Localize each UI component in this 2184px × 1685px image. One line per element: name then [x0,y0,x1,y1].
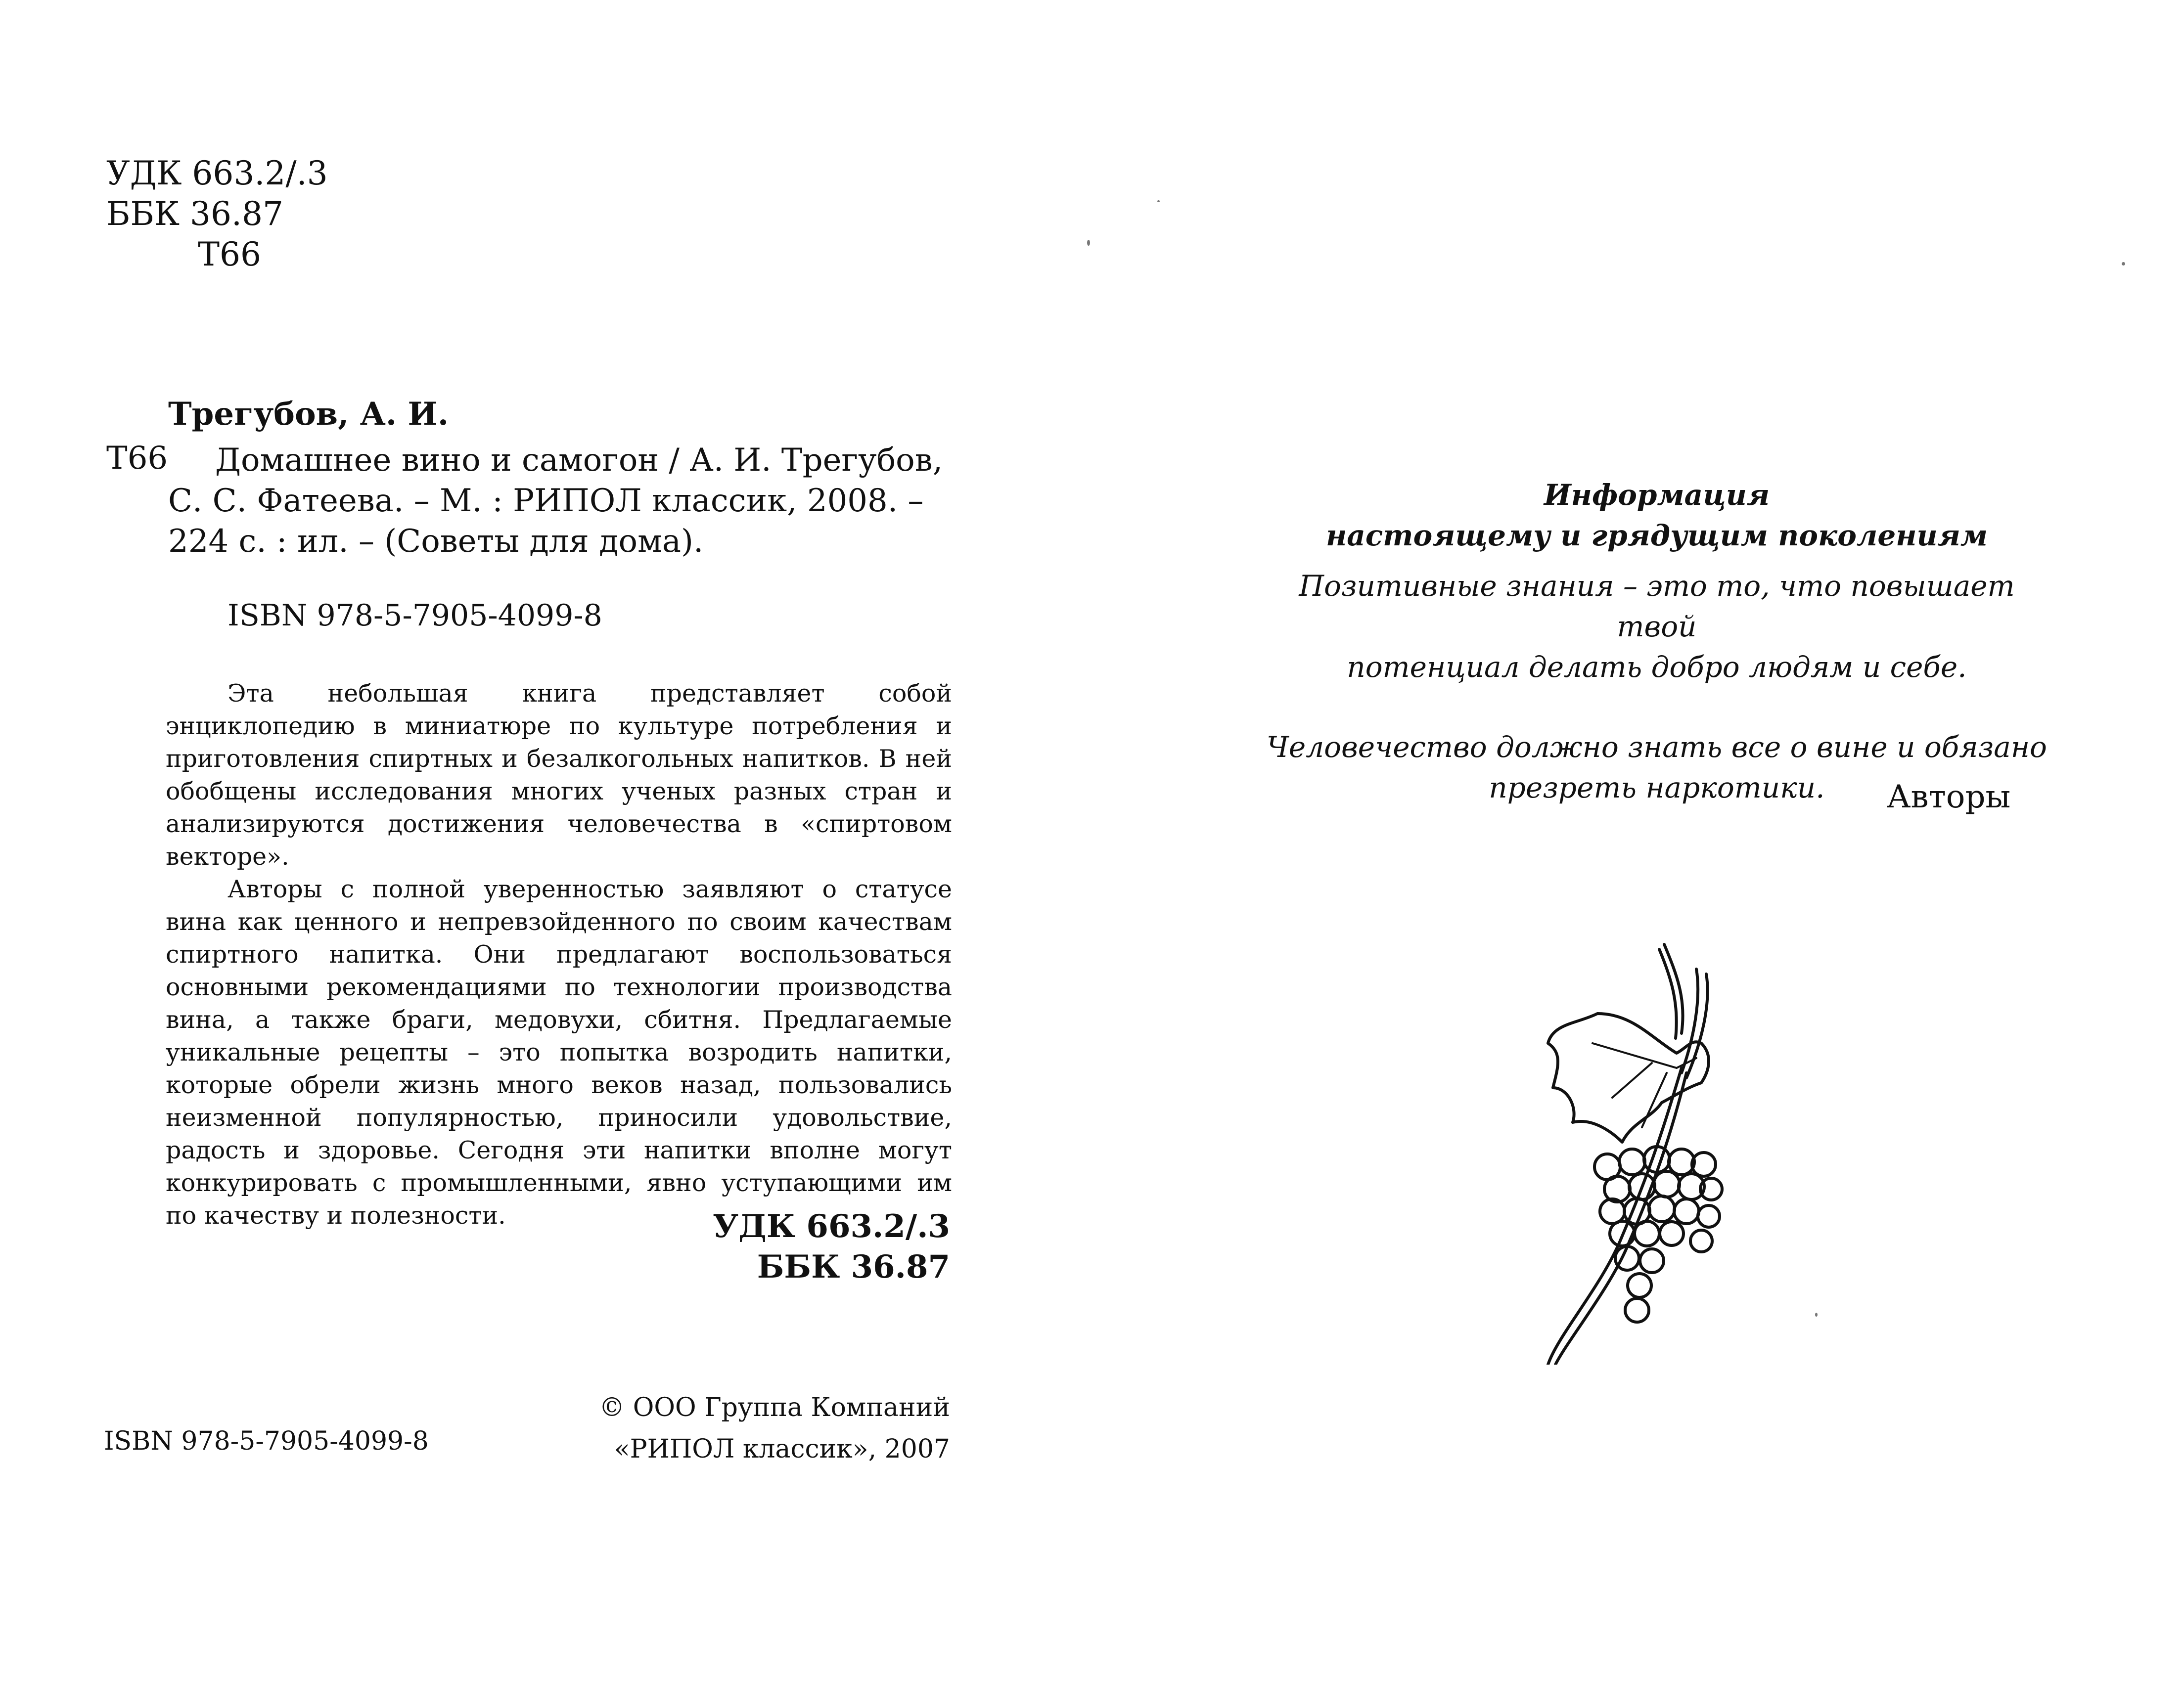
quote-2-line-2: презреть наркотики. [1489,771,1825,804]
udk-bottom-code: УДК 663.2/.3 [713,1208,950,1245]
scan-speck [1087,240,1090,246]
info-title-2: настоящему и грядущим поколениям [1325,519,1988,552]
abstract-paragraph-2: Авторы с полной уверенностью заявляют о статусе вина как ценного и непревзойденного по своим качествам спиртного напитка. Они предлагают воспользоваться основными рекомендациями по технологии производства вина, а также браги, медовухи, сбитня. Предлагаемые уникальные рецепты – это попытка возродить напитки, которые обрели жизнь много веков назад, пользовались неизменной популярностью, приносили удовольствие, радость и здоровье. Сегодня эти напитки вполне могут конкурировать с промышленными, явно уступающими им по качеству и полезности. [166,875,952,1230]
copyright-line-1: © ООО Группа Компаний [599,1393,950,1422]
copyright [599,1387,950,1470]
quote-1-line-1: Позитивные знания – это то, что повышает твой [1299,569,2015,643]
scan-speck [1157,200,1160,202]
quote-1-line-2: потенциал делать добро людям и себе. [1347,650,1967,684]
author-mark: Т66 [198,235,262,273]
abstract [166,677,952,1232]
info-title-1: Информация [1544,478,1770,512]
grape-vine-illustration [1538,939,1766,1365]
copyright-line-2: «РИПОЛ классик», 2007 [614,1434,950,1464]
udk-bottom-block [713,1206,950,1287]
bib-description-text: Домашнее вино и самогон / А. И. Трегубов, С. С. Фатеева. – М. : РИПОЛ классик, 2008. – 224 с. : ил. – (Советы для дома). [168,442,943,560]
quote-1 [1261,566,2052,687]
abstract-paragraph-1: Эта небольшая книга представляет собой энциклопедию в миниатюре по культуре потребления и приготовления спиртных и безалкогольных напитков. В ней обобщены исследования многих ученых разных стран и анализируются достижения человечества в «спиртовом векторе». [166,679,952,871]
bbk-code: ББК 36.87 [106,195,284,233]
grape-cluster [1594,1147,1722,1322]
scan-speck [2122,262,2125,266]
isbn-bottom: ISBN 978-5-7905-4099-8 [104,1426,429,1456]
quote-2-line-1: Человечество должно знать все о вине и обязано [1267,730,2047,764]
isbn-main: ISBN 978-5-7905-4099-8 [228,598,602,633]
info-block [1261,475,2052,808]
udk-top-block [106,153,328,275]
bibliographic-description [168,440,959,562]
bib-author-mark: Т66 [106,440,168,477]
udk-code: УДК 663.2/.3 [106,154,328,192]
scan-speck [1815,1313,1818,1317]
bbk-bottom-code: ББК 36.87 [757,1248,950,1286]
authors-signature: Авторы [1887,779,2011,815]
author-name: Трегубов, А. И. [168,396,449,433]
